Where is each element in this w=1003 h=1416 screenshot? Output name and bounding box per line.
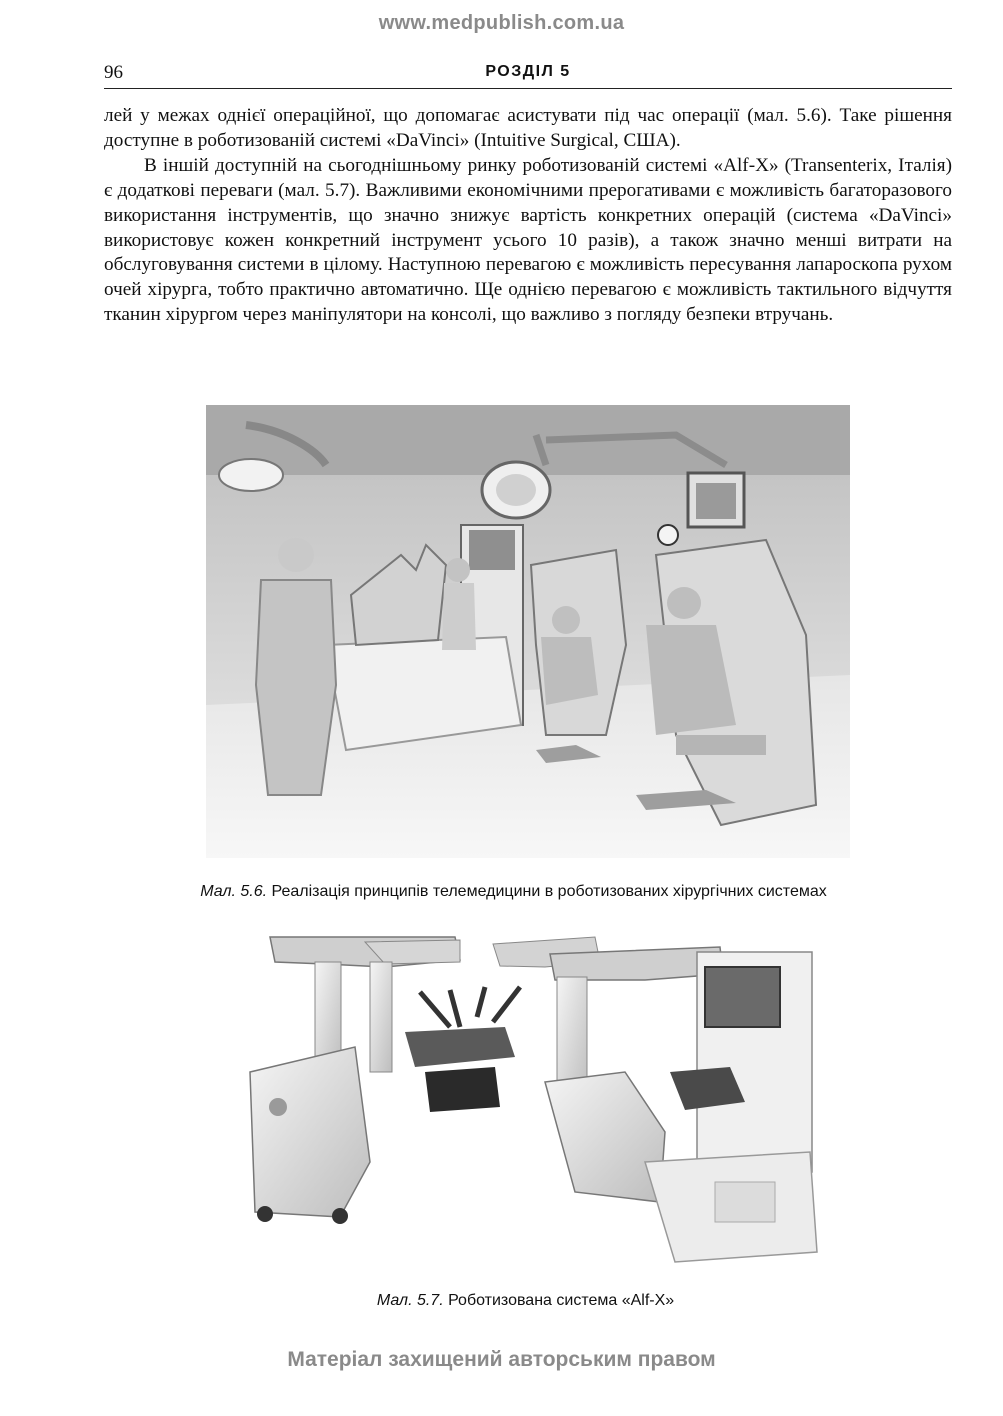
figure-number: Мал. 5.6. xyxy=(200,883,268,900)
robotic-system-illustration xyxy=(245,932,818,1276)
watermark-bottom: Матеріал захищений авторським правом xyxy=(287,1348,716,1371)
figure-caption-text: Роботизована система «Alf-X» xyxy=(443,1292,675,1309)
paragraph: лей у межах однієї операційної, що допомагає асистувати під час операції (мал. 5.6). Таке рішення доступне в роботизованій системі «DaVinci» (Intuitive Surgical, США). xyxy=(104,105,952,151)
figure-alf-x-system xyxy=(245,932,818,1276)
operating-room-illustration xyxy=(206,405,850,858)
figure-operating-room-photo xyxy=(206,405,850,858)
figure-caption xyxy=(24,1292,1003,1310)
page-number: 96 xyxy=(104,62,123,83)
page-header xyxy=(104,58,952,89)
figure-caption xyxy=(12,883,1003,901)
figure-caption-text: Реалізація принципів телемедицини в роботизованих хірургічних системах xyxy=(267,883,827,900)
section-title: РОЗДІЛ 5 xyxy=(485,63,571,80)
paragraph: В іншій доступній на сьогоднішньому ринку роботизованій системі «Alf-X» (Transenterix, Італія) є додаткові переваги (мал. 5.7). Важливими економічними прерогативами є можливість багаторазового використання інструментів, що значно знижує вартість конкретних операцій (система «DaVinci» використовує кожен конкретний інструмент усього 10 разів), а також значно менші витрати на обслуговування системи в цілому. Наступною перевагою є можливість пересування лапароскопа рухом очей хірурга, тобто практично автоматично. Ще однією перевагою є можливість тактильного відчуття тканин хірургом через маніпулятори на консолі, що важливо з погляду безпеки втручань. xyxy=(104,154,952,326)
body-text xyxy=(104,104,952,328)
figure-number: Мал. 5.7. xyxy=(376,1292,444,1309)
watermark-top: www.medpublish.com.ua xyxy=(378,12,625,34)
